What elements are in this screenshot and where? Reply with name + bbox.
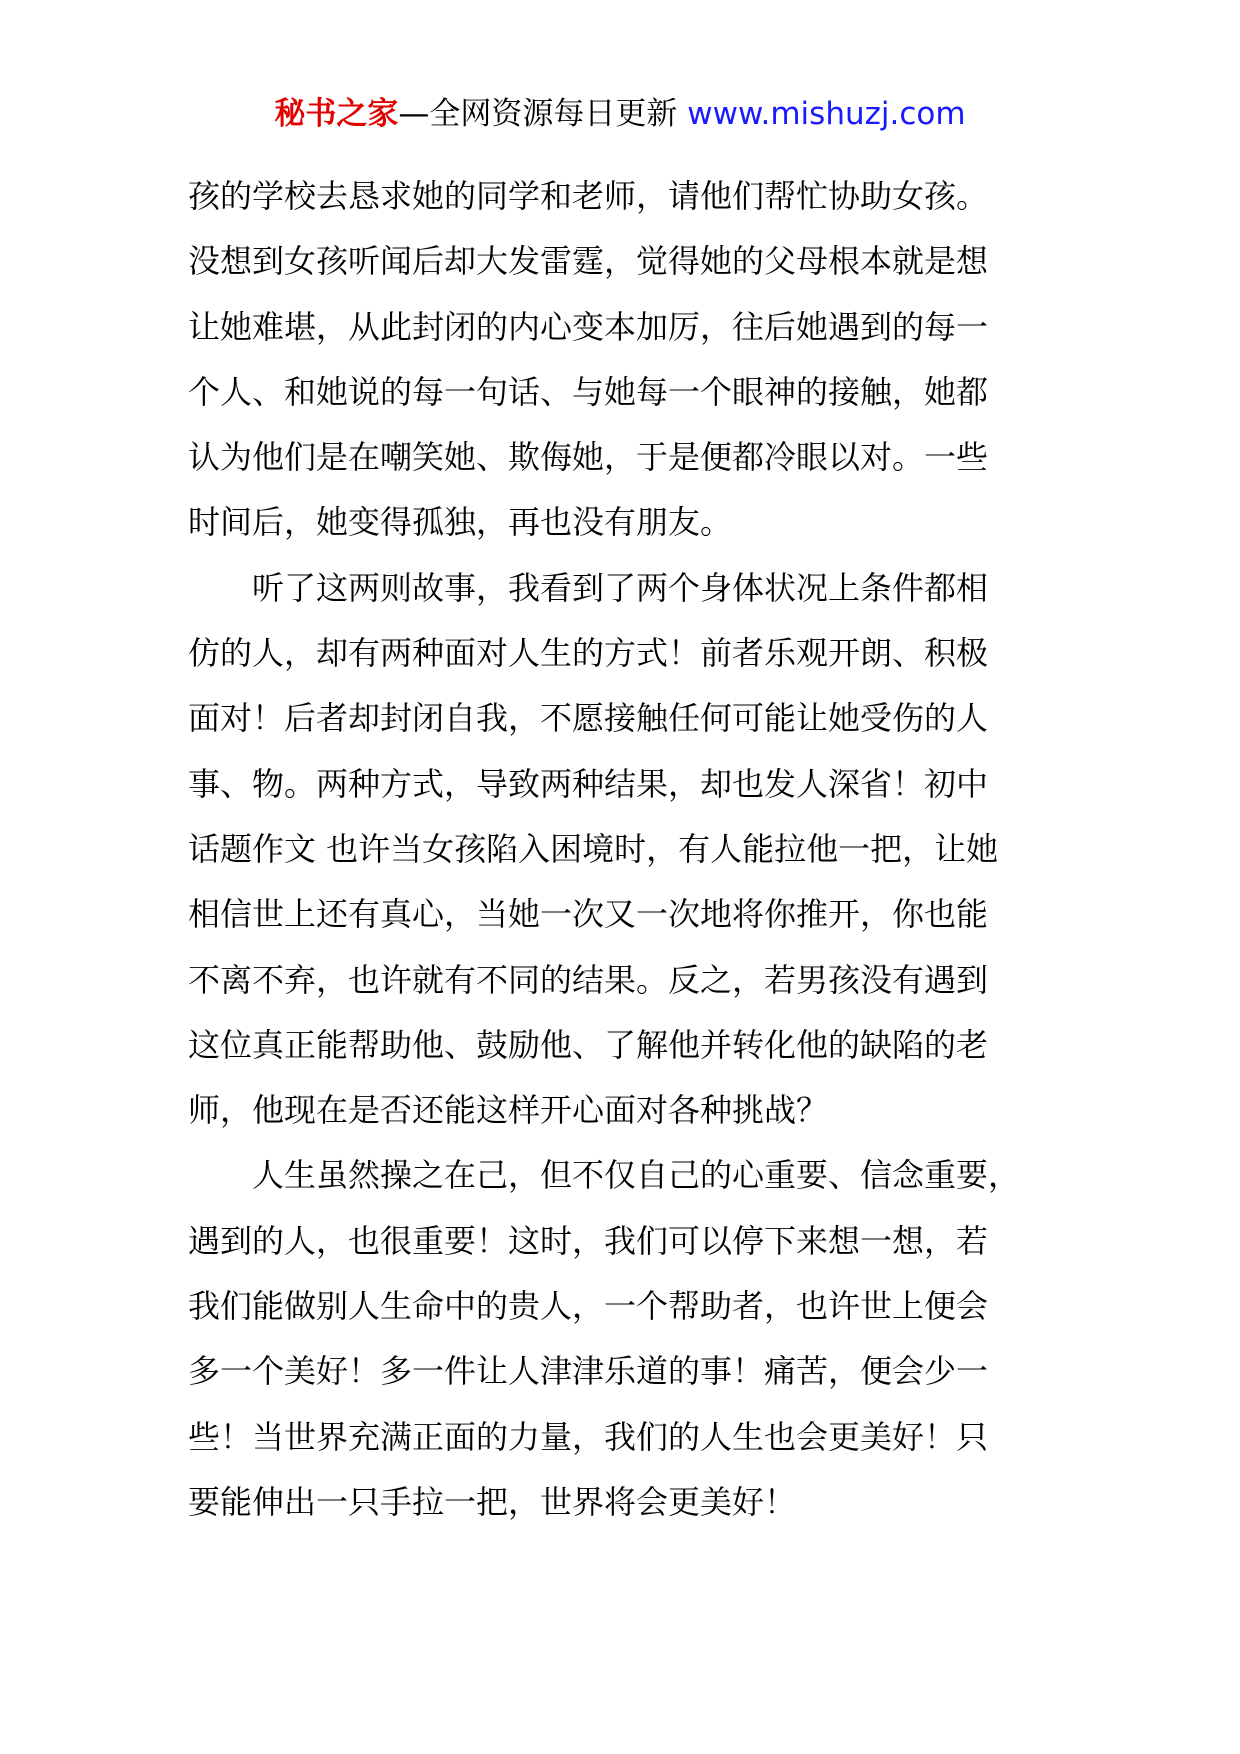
text-line: 我们能做别人生命中的贵人，一个帮助者，也许世上便会 (188, 1287, 989, 1326)
text-line: 没想到女孩听闻后却大发雷霆，觉得她的父母根本就是想 (188, 242, 989, 281)
text-line: 让她难堪，从此封闭的内心变本加厉，往后她遇到的每一 (188, 307, 989, 346)
paragraph-start-line: 人生虽然操之在己，但不仅自己的心重要、信念重要， (252, 1156, 1021, 1195)
document-body (188, 164, 1088, 1535)
text-line: 个人、和她说的每一句话、与她每一个眼神的接触，她都 (188, 372, 989, 411)
text-line: 话题作文 也许当女孩陷入困境时，有人能拉他一把，让她 (188, 829, 999, 868)
text-line: 不离不弃，也许就有不同的结果。反之，若男孩没有遇到 (188, 960, 989, 999)
paragraph-start-line: 听了这两则故事，我看到了两个身体状况上条件都相 (252, 568, 989, 607)
text-line: 仿的人，却有两种面对人生的方式！前者乐观开朗、积极 (188, 634, 989, 673)
text-line: 遇到的人，也很重要！这时，我们可以停下来想一想，若 (188, 1221, 989, 1260)
text-line: 多一个美好！多一件让人津津乐道的事！痛苦，便会少一 (188, 1352, 989, 1391)
text-line: 师，他现在是否还能这样开心面对各种挑战？ (188, 1091, 829, 1130)
text-line: 相信世上还有真心，当她一次又一次地将你推开，你也能 (188, 895, 989, 934)
text-line: 时间后，她变得孤独，再也没有朋友。 (188, 503, 733, 542)
text-line: 孩的学校去恳求她的同学和老师，请他们帮忙协助女孩。 (188, 177, 989, 215)
site-url-link[interactable]: www.mishuzj.com (687, 96, 966, 132)
text-line: 认为他们是在嘲笑她、欺侮她，于是便都冷眼以对。一些 (188, 438, 989, 477)
text-line: 这位真正能帮助他、鼓励他、了解他并转化他的缺陷的老 (188, 1025, 989, 1064)
text-line: 要能伸出一只手拉一把，世界将会更美好！ (188, 1482, 797, 1521)
text-line: 些！当世界充满正面的力量，我们的人生也会更美好！只 (188, 1417, 989, 1456)
brand-name: 秘书之家 (274, 96, 399, 132)
text-line: 事、物。两种方式，导致两种结果，却也发人深省！初中 (188, 764, 989, 803)
text-line: 面对！后者却封闭自我，不愿接触任何可能让她受伤的人 (188, 699, 989, 738)
header-slogan: —全网资源每日更新 (398, 96, 688, 132)
page-header (0, 94, 1240, 134)
